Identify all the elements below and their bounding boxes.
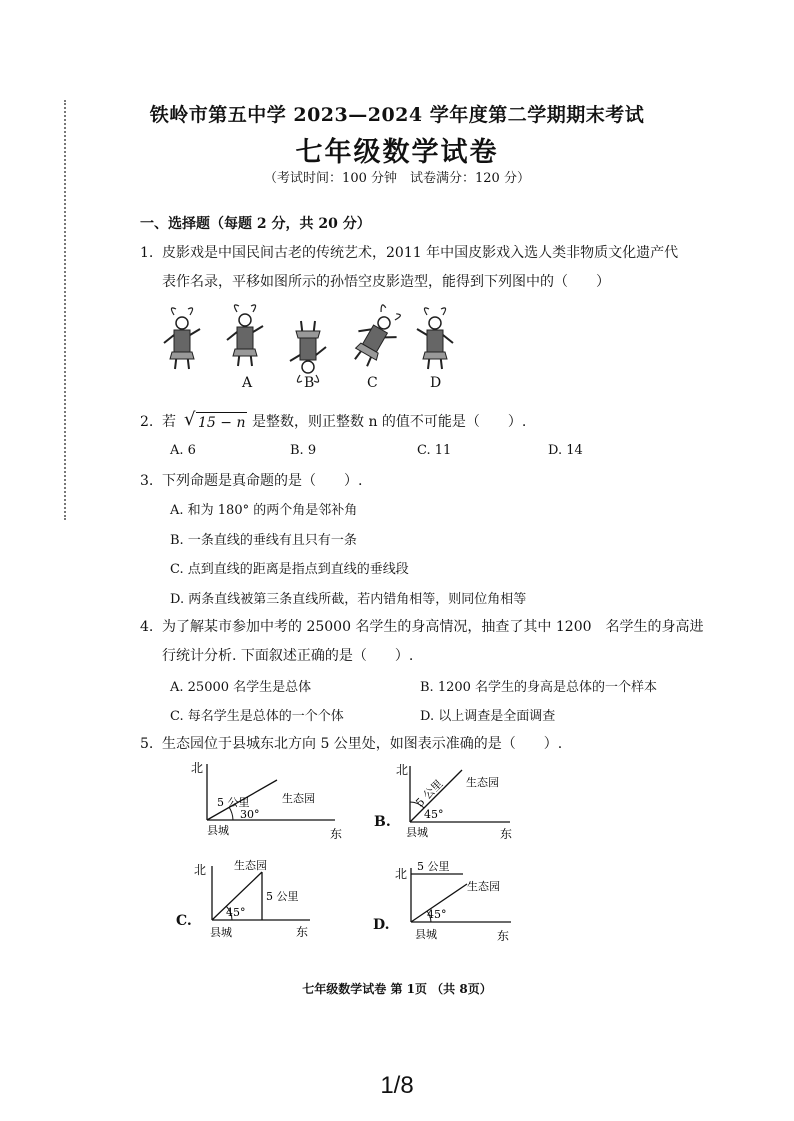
q2-radicand: 15 − n xyxy=(196,412,247,433)
page-indicator: 1/8 xyxy=(380,1072,414,1099)
fig-b-letter: B. xyxy=(374,814,391,830)
fig-d-letter: D. xyxy=(373,917,390,933)
fig-d-east: 东 xyxy=(497,929,510,943)
q5-stem: 生态园位于县城东北方向 5 公里处，如图表示准确的是（ ）. xyxy=(162,736,563,752)
q2-option-c: C. 11 xyxy=(417,443,452,458)
fig-d-dest: 生态园 xyxy=(467,880,500,893)
q2-number: 2. xyxy=(140,414,154,430)
q3-option-b: B. 一条直线的垂线有且只有一条 xyxy=(170,533,357,548)
puppet-c xyxy=(345,301,407,372)
q1-label-d: D xyxy=(430,375,442,391)
fig-b-east: 东 xyxy=(500,827,513,841)
fig-d-north: 北 xyxy=(395,867,408,881)
q1-label-a: A xyxy=(242,375,253,391)
q2-option-b: B. 9 xyxy=(290,443,317,458)
puppet-a xyxy=(227,305,263,366)
fig-d-origin: 县城 xyxy=(415,928,437,941)
q2-option-a: A. 6 xyxy=(170,443,196,458)
q3-number: 3. xyxy=(140,473,154,489)
q2-prefix: 若 xyxy=(162,414,176,430)
fig-b-origin: 县城 xyxy=(406,826,428,839)
fig-c-dest: 生态园 xyxy=(234,859,267,872)
fig-a-origin: 县城 xyxy=(207,824,229,837)
fig-b-dest: 生态园 xyxy=(466,776,499,789)
fig-a-dist: 5 公里 xyxy=(217,796,250,809)
q1-line1: 皮影戏是中国民间古老的传统艺术，2011 年中国皮影戏入选人类非物质文化遗产代 xyxy=(162,245,679,261)
q4-line2: 行统计分析. 下面叙述正确的是（ ）. xyxy=(162,648,414,664)
fig-c-letter: C. xyxy=(176,913,192,929)
q2-option-d: D. 14 xyxy=(548,443,583,458)
fig-a-north: 北 xyxy=(191,761,204,775)
fig-a-dest: 生态园 xyxy=(282,792,315,805)
sqrt-sign: √ xyxy=(184,409,196,430)
fig-c-angle: 45° xyxy=(226,906,246,919)
q4-option-c: C. 每名学生是总体的一个个体 xyxy=(170,709,344,724)
q5-figure-b xyxy=(392,760,522,845)
paper-title: 七年级数学试卷 xyxy=(295,137,499,168)
q4-option-d: D. 以上调查是全面调查 xyxy=(420,709,556,724)
fig-b-dist: 5 公里 xyxy=(413,777,446,810)
puppet-b xyxy=(290,321,326,382)
exam-info: （考试时间：100 分钟 试卷满分：120 分） xyxy=(264,171,530,186)
fig-c-dist: 5 公里 xyxy=(266,890,299,903)
fig-c-north: 北 xyxy=(194,863,207,877)
puppet-d xyxy=(417,308,453,369)
q1-label-b: B xyxy=(304,375,315,391)
q1-line2: 表作名录，平移如图所示的孙悟空皮影造型，能得到下列图中的（ ） xyxy=(162,274,610,290)
q4-option-b: B. 1200 名学生的身高是总体的一个样本 xyxy=(420,680,658,695)
section-heading: 一、选择题（每题 2 分，共 20 分） xyxy=(140,216,371,232)
q4-line1: 为了解某市参加中考的 25000 名学生的身高情况，抽查了其中 1200 名学生的身高进 xyxy=(162,619,704,635)
page-footer: 七年级数学试卷 第 1页 （共 8页） xyxy=(302,982,492,996)
q5-number: 5. xyxy=(140,736,154,752)
q3-option-c: C. 点到直线的距离是指点到直线的垂线段 xyxy=(170,562,409,577)
fig-d-angle: 45° xyxy=(427,908,447,921)
fig-b-north: 北 xyxy=(396,763,409,777)
q3-stem: 下列命题是真命题的是（ ）. xyxy=(162,473,363,489)
school-exam-line: 铁岭市第五中学 2023—2024 学年度第二学期期末考试 xyxy=(149,104,645,126)
fig-a-east: 东 xyxy=(330,827,343,841)
q3-option-a: A. 和为 180° 的两个角是邻补角 xyxy=(170,503,358,518)
q4-option-a: A. 25000 名学生是总体 xyxy=(170,680,312,695)
q5-figure-a xyxy=(185,758,345,843)
q5-figure-c xyxy=(192,858,322,943)
q1-label-c: C xyxy=(367,375,378,391)
fig-c-origin: 县城 xyxy=(210,926,232,939)
fig-c-east: 东 xyxy=(296,925,309,939)
fig-b-angle: 45° xyxy=(424,808,444,821)
q4-number: 4. xyxy=(140,619,154,635)
q5-figure-d xyxy=(393,860,523,945)
q1-number: 1. xyxy=(140,245,154,261)
q2-suffix: 是整数，则正整数 n 的值不可能是（ ）. xyxy=(252,414,527,430)
fig-a-angle: 30° xyxy=(240,808,260,821)
q3-option-d: D. 两条直线被第三条直线所截，若内错角相等，则同位角相等 xyxy=(170,592,527,607)
fig-d-dist: 5 公里 xyxy=(417,860,450,873)
original-puppet xyxy=(164,308,200,369)
